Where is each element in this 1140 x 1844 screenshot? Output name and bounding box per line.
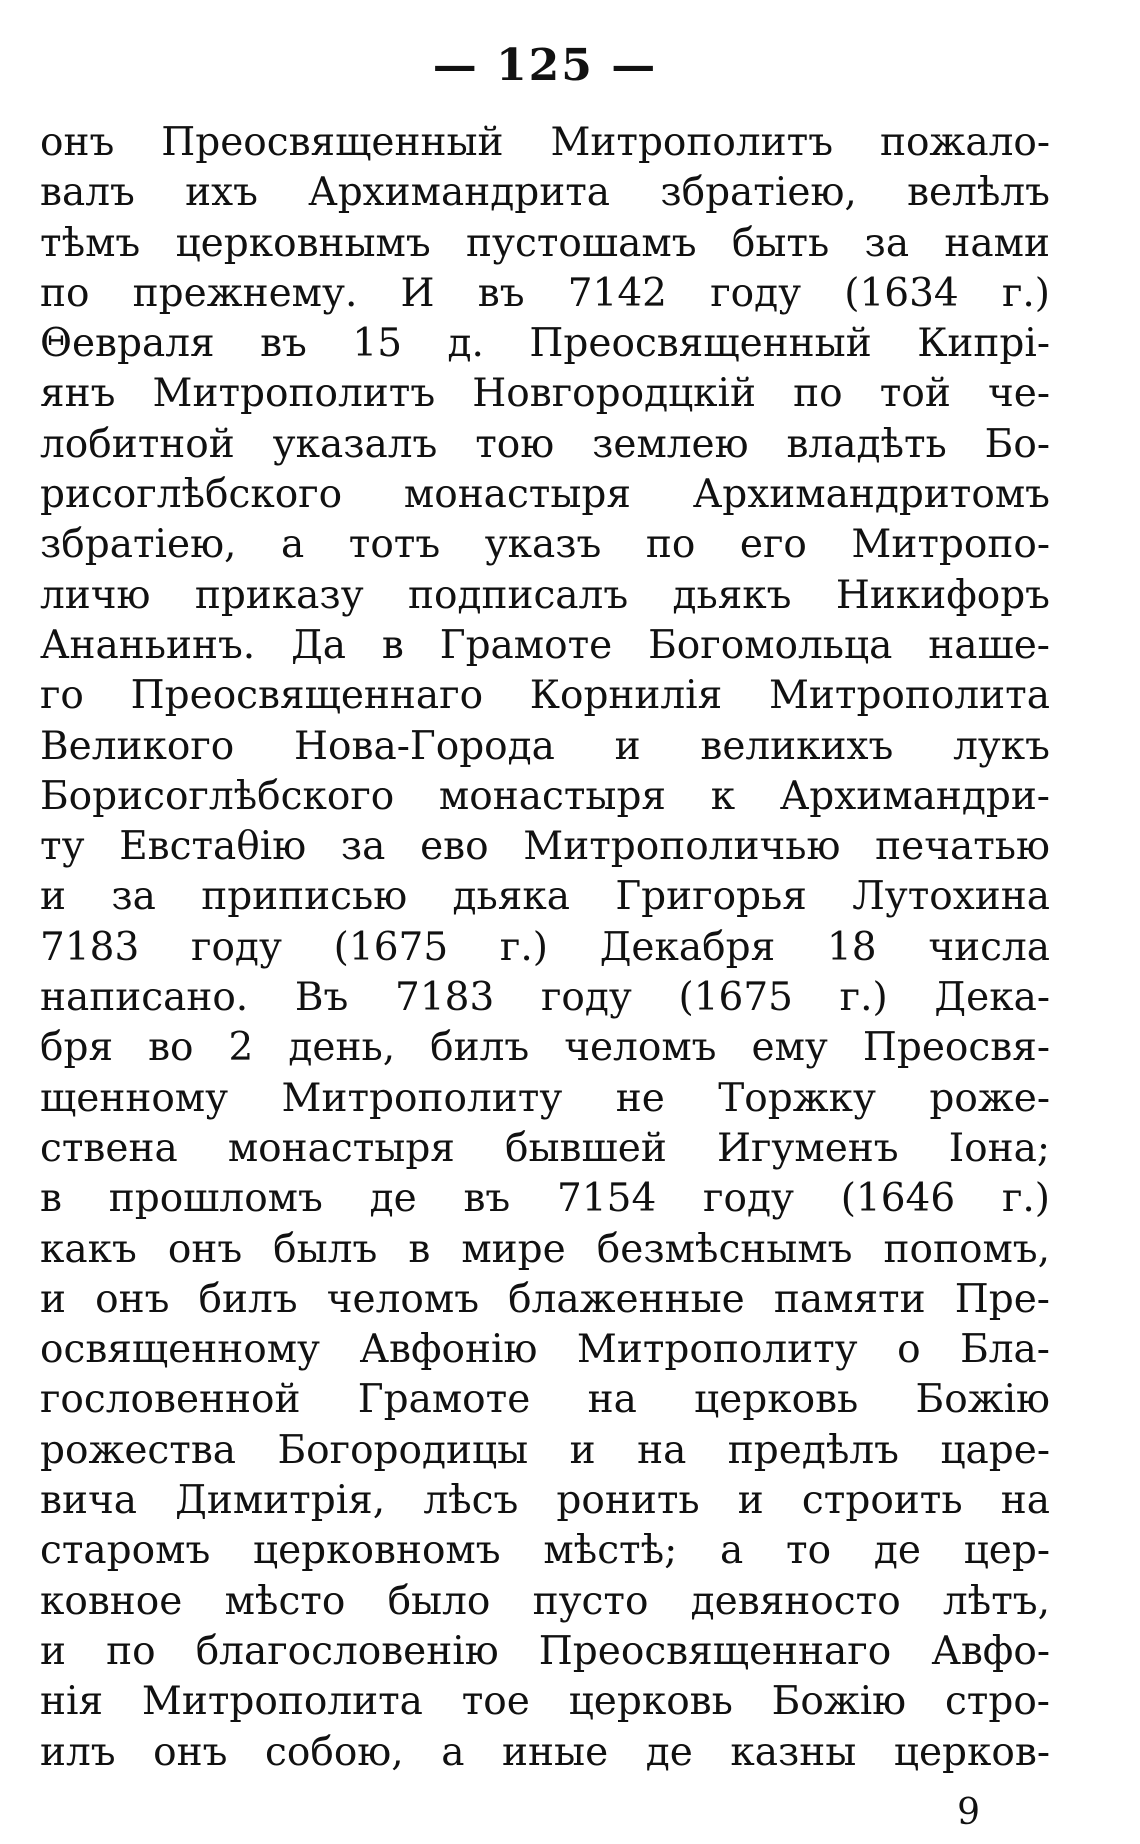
text-line: збратiею, а тотъ указъ по его Митропо- (40, 522, 1050, 568)
text-line: личю приказу подписалъ дьякъ Никифоръ (40, 572, 1050, 618)
text-line: написано. Въ 7183 году (1675 г.) Дека- (40, 975, 1050, 1021)
text-line: старомъ церковномъ мѣстѣ; а то де цер- (40, 1528, 1050, 1574)
book-page (40, 0, 1050, 1844)
text-line: и по благословенiю Преосвященнаго Авфо- (40, 1628, 1050, 1674)
text-line: освященному Авфонiю Митрополиту о Бла- (40, 1327, 1050, 1373)
text-line: щенному Митрополиту не Торжку роже- (40, 1075, 1050, 1121)
text-line: рисоглѣбского монастыря Архимандритомъ (40, 472, 1050, 518)
text-line: лобитной указалъ тою землею владѣть Бо- (40, 421, 1050, 467)
text-line: ствена монастыря бывшей Игуменъ Iона; (40, 1125, 1050, 1171)
text-line: Θевраля въ 15 д. Преосвященный Кипрi- (40, 321, 1050, 367)
page-number: — 125 — (432, 40, 658, 91)
text-line: рожества Богородицы и на предѣлъ царе- (40, 1427, 1050, 1473)
text-line: янъ Митрополитъ Новгородцкiй по той че- (40, 371, 1050, 417)
text-line: Борисоглѣбского монастыря к Архимандри- (40, 773, 1050, 819)
text-line: онъ Преосвященный Митрополитъ пожало- (40, 120, 1050, 165)
text-line: ту Евстаθiю за ево Митрополичью печатью (40, 824, 1050, 870)
text-line: тѣмъ церковнымъ пустошамъ быть за нами (40, 220, 1050, 266)
text-line: 7183 году (1675 г.) Декабря 18 числа (40, 924, 1050, 970)
text-line: нiя Митрополита тое церковь Божiю стро- (40, 1679, 1050, 1725)
text-line: и за приписью дьяка Григорья Лутохина (40, 874, 1050, 920)
text-line: го Преосвященнаго Корнилiя Митрополита (40, 673, 1050, 719)
text-line: бря во 2 день, билъ челомъ ему Преосвя- (40, 1025, 1050, 1071)
body-text (40, 118, 1050, 1778)
text-line: вича Димитрiя, лѣсъ ронить и строить на (40, 1478, 1050, 1524)
text-line: Ананьинъ. Да в Грамоте Богомольца наше- (40, 622, 1050, 668)
text-line: какъ онъ былъ в мире безмѣснымъ попомъ, (40, 1226, 1050, 1272)
text-line: Великого Нова-Города и великихъ лукъ (40, 723, 1050, 769)
text-line: в прошломъ де въ 7154 году (1646 г.) (40, 1176, 1050, 1222)
text-line: илъ онъ собою, а иные де казны церков- (40, 1729, 1050, 1775)
text-line: и онъ билъ челомъ блаженные памяти Пре- (40, 1276, 1050, 1322)
text-line: валъ ихъ Архимандрита збратiею, велѣлъ (40, 170, 1050, 216)
text-line: гословенной Грамоте на церковь Божiю (40, 1377, 1050, 1423)
signature-mark: 9 (957, 1792, 980, 1833)
text-line: по прежнему. И въ 7142 году (1634 г.) (40, 270, 1050, 316)
text-line: ковное мѣсто было пусто девяносто лѣтъ, (40, 1578, 1050, 1624)
